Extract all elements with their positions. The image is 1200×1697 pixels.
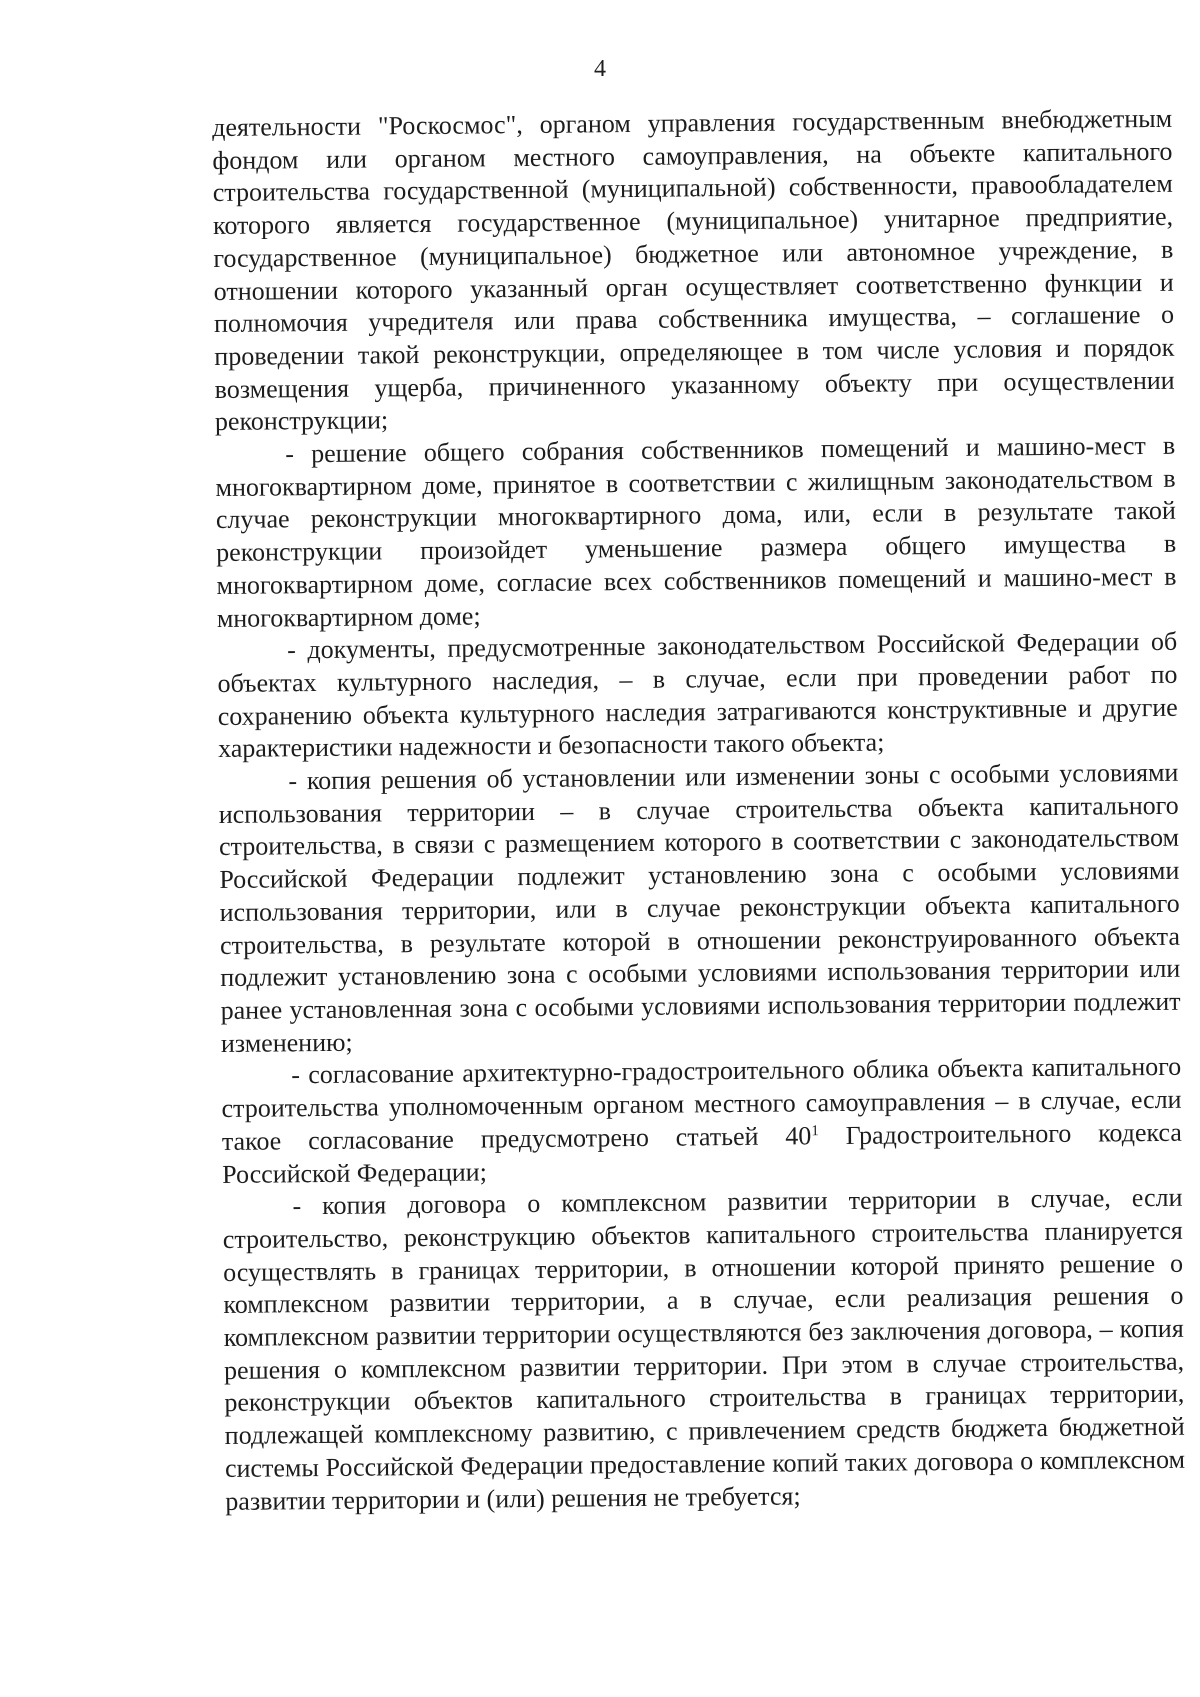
paragraph-continuation: деятельности "Роскосмос", органом управления государственным внебюджетным фондом или органом местного самоуправления, на объекте капитального строительства государственной (муниципальной) собственности, правообладателем которого является государственное (муниципальное) унитарное предприятие, государственное (муниципальное) бюджетное или автономное учреждение, в отношении которого указанный орган осуществляет соответственно функции и полномочия учредителя или права собственника имущества, – соглашение о проведении такой реконструкции, определяющее в том числе условия и порядок возмещения ущерба, причиненного указанному объекту при осуществлении реконструкции; bbox=[212, 103, 1175, 437]
paragraph-architectural-approval bbox=[221, 1051, 1182, 1191]
paragraph-complex-development-contract: - копия договора о комплексном развитии территории в случае, если строительство, реконструкцию объектов капитального строительства планируется осуществлять в границах территории, в отношении которой принято решение о комплексном развитии территории, а в случае, если реализация решения о комплексном развитии территории осуществляются без заключения договора, – копия решения о комплексном развитии территории. При этом в случае строительства, реконструкции объектов капитального строительства в границах территории, подлежащей комплексному развитию, с привлечением средств бюджета бюджетной системы Российской Федерации предоставление копий таких договора о комплексном развитии территории и (или) решения не требуется; bbox=[222, 1182, 1186, 1516]
paragraph-architectural-approval-ending: Градостроительного кодекса Российской Федерации; bbox=[222, 1117, 1182, 1189]
paragraph-architectural-approval-text: - согласование архитектурно-градостроительного облика объекта капитального строительства уполномоченным органом местного самоуправления – в случае, если такое согласование предусмотрено статьей 40 bbox=[221, 1052, 1182, 1156]
paragraph-cultural-heritage-documents: - документы, предусмотренные законодательством Российской Федерации об объектах культурного наследия, – в случае, если при проведении работ по сохранению объекта культурного наследия затрагиваются конструктивные и другие характеристики надежности и безопасности такого объекта; bbox=[217, 627, 1178, 764]
paragraph-owners-meeting-decision: - решение общего собрания собственников помещений и машино-мест в многоквартирном доме, принятое в соответствии с жилищным законодательством в случае реконструкции многоквартирного дома, или, если в результате такой реконструкции произойдет уменьшение размера общего имущества в многоквартирном доме, согласие всех собственников помещений и машино-мест в многоквартирном доме; bbox=[215, 430, 1177, 633]
document-body bbox=[212, 103, 1185, 1518]
article-superscript: 1 bbox=[811, 1123, 819, 1140]
page-number: 4 bbox=[594, 56, 606, 82]
paragraph-special-zone-decision: - копия решения об установлении или изменении зоны с особыми условиями использования территории – в случае строительства объекта капитального строительства, в связи с размещением которого в соответствии с законодательством Российской Федерации подлежит установлению зона с особыми условиями использования территории, или в случае реконструкции объекта капитального строительства, в результате которой в отношении реконструированного объекта подлежит установлению зона с особыми условиями использования территории или ранее установленная зона с особыми условиями использования территории подлежит изменению; bbox=[218, 757, 1181, 1058]
